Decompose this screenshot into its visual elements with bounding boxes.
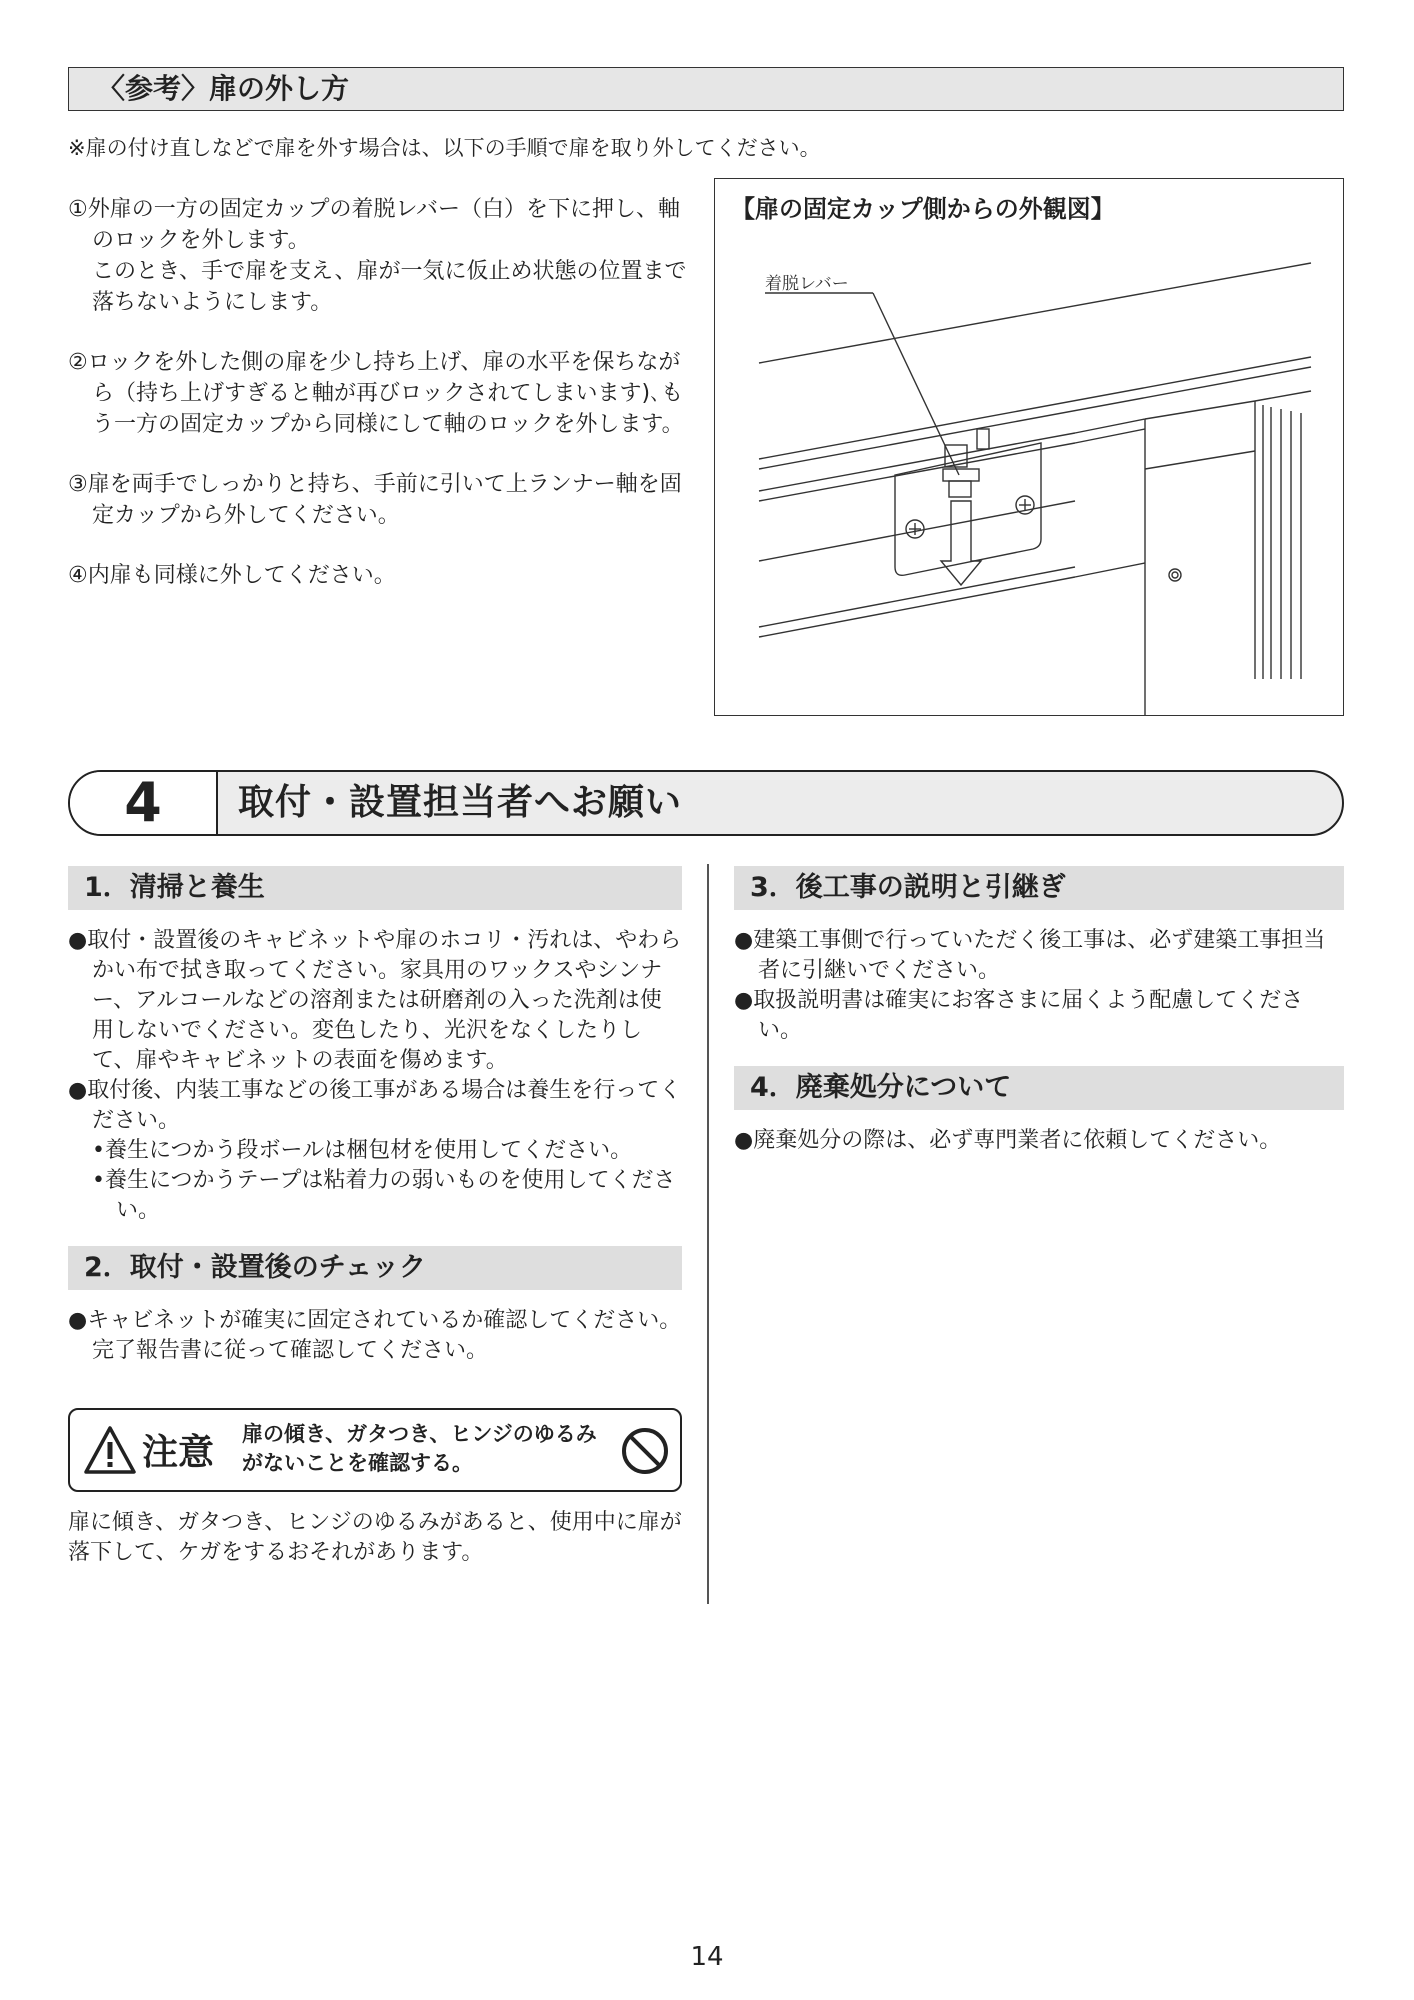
reference-note: ※扉の付け直しなどで扉を外す場合は、以下の手順で扉を取り外してください。 xyxy=(68,136,821,160)
step-4-line-1: ④内扉も同様に外してください。 xyxy=(68,563,396,588)
manual-bullet: ●取扱説明書は確実にお客さまに届くよう配慮してください。 xyxy=(734,988,1304,1043)
section-4-header xyxy=(68,770,1344,836)
subsection-2-body xyxy=(68,1306,682,1366)
exterior-view-figure xyxy=(714,178,1344,716)
subsection-3-body xyxy=(734,926,1344,1046)
left-column xyxy=(68,866,682,1226)
left-column-2 xyxy=(68,1246,682,1366)
step-1-line-2: このとき、手で扉を支え、扉が一気に仮止め状態の位置まで落ちないようにします。 xyxy=(92,259,687,315)
caution-explanation: 扉に傾き、ガタつき、ヒンジのゆるみがあると、使用中に扉が落下して、ケガをするおそれがあります。 xyxy=(68,1510,682,1565)
reference-header: 〈参考〉扉の外し方 xyxy=(68,67,1344,111)
section-number: 4 xyxy=(70,772,218,834)
step-1 xyxy=(68,194,690,318)
step-1-line-1: ①外扉の一方の固定カップの着脱レバー（白）を下に押し、軸のロックを外します。 xyxy=(68,197,680,253)
fixing-check-bullet: ●キャビネットが確実に固定されているか確認してください。 xyxy=(68,1308,682,1333)
step-4 xyxy=(68,560,690,591)
lever-label: 着脱レバー xyxy=(765,274,849,294)
disposal-bullet: ●廃棄処分の際は、必ず専門業者に依頼してください。 xyxy=(734,1128,1282,1153)
step-2 xyxy=(68,347,690,440)
curing-bullet: ●取付後、内装工事などの後工事がある場合は養生を行ってください。 xyxy=(68,1078,682,1133)
subsection-4-heading: 4．廃棄処分について xyxy=(734,1066,1344,1110)
fixing-cup-illustration xyxy=(715,179,1343,715)
section-title: 取付・設置担当者へお願い xyxy=(238,782,683,823)
subsection-4-body xyxy=(734,1126,1344,1156)
subsection-2-heading: 2．取付・設置後のチェック xyxy=(68,1246,682,1290)
curing-sub-tape: •養生につかうテープは粘着力の弱いものを使用してください。 xyxy=(92,1168,676,1223)
step-3 xyxy=(68,469,690,531)
step-2-line-1: ②ロックを外した側の扉を少し持ち上げ、扉の水平を保ちながら（持ち上げすぎると軸が再びロックされてしまいます)､もう一方の固定カップから同様にして軸のロックを外します。 xyxy=(68,350,684,437)
right-column xyxy=(734,866,1344,1046)
step-3-line-1: ③扉を両手でしっかりと持ち、手前に引いて上ランナー軸を固定カップから外してください。 xyxy=(68,472,682,528)
removal-steps xyxy=(68,194,690,620)
subsection-3-heading: 3．後工事の説明と引継ぎ xyxy=(734,866,1344,910)
prohibition-icon xyxy=(620,1426,670,1476)
completion-report-line: 完了報告書に従って確認してください。 xyxy=(92,1338,489,1363)
right-column-2 xyxy=(734,1066,1344,1156)
figure-title: 【扉の固定カップ側からの外観図】 xyxy=(731,195,1115,223)
caution-message: 扉の傾き、ガタつき、ヒンジのゆるみがないことを確認する。 xyxy=(242,1422,597,1475)
curing-sub-cardboard: •養生につかう段ボールは梱包材を使用してください。 xyxy=(92,1138,633,1163)
subsection-1-body xyxy=(68,926,682,1226)
warning-triangle-icon xyxy=(82,1424,138,1476)
caution-box xyxy=(68,1408,682,1492)
handover-bullet: ●建築工事側で行っていただく後工事は、必ず建築工事担当者に引継いでください。 xyxy=(734,928,1326,983)
cleaning-bullet: ●取付・設置後のキャビネットや扉のホコリ・汚れは、やわらかい布で拭き取ってください。家具用のワックスやシンナー、アルコールなどの溶剤または研磨剤の入った洗剤は使用しないでください。変色したり、光沢をなくしたりして、扉やキャビネットの表面を傷めます。 xyxy=(68,928,682,1073)
page-number: 14 xyxy=(690,1942,724,1972)
column-divider xyxy=(707,864,709,1604)
subsection-1-heading: 1．清掃と養生 xyxy=(68,866,682,910)
caution-word: 注意 xyxy=(142,1432,215,1473)
